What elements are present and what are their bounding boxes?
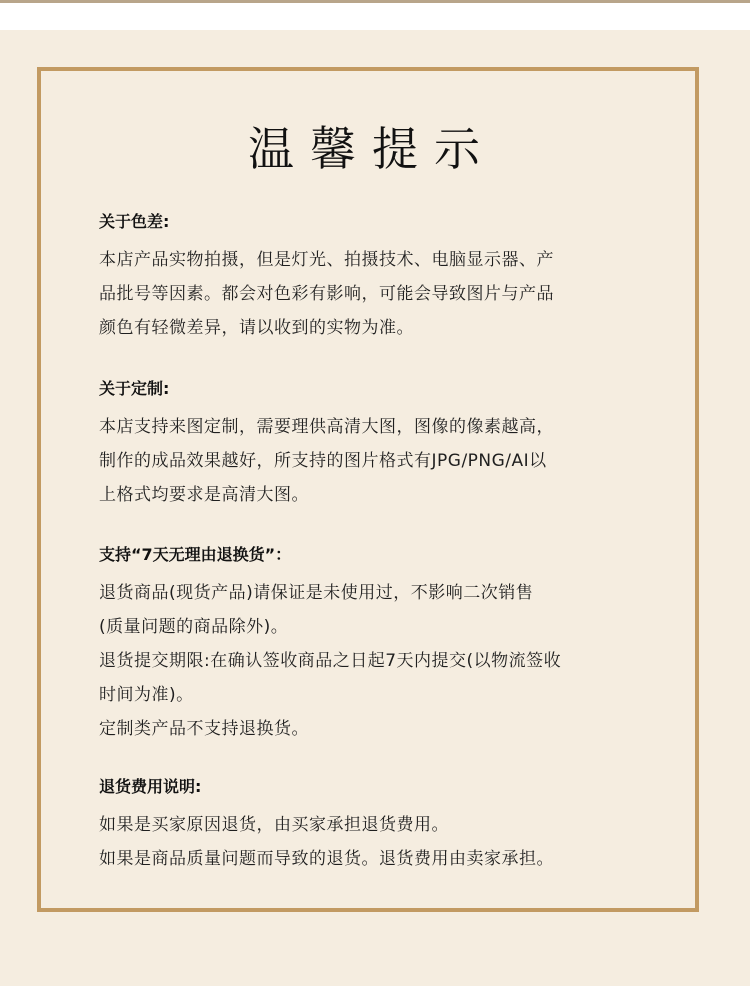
notice-card bbox=[37, 67, 699, 912]
section-heading: 支持“7天无理由退换货”： bbox=[99, 545, 292, 564]
section-heading: 关于定制: bbox=[99, 379, 170, 398]
section-line: 本店支持来图定制，需要理供高清大图，图像的像素越高， bbox=[99, 417, 554, 437]
section-line: 退货商品(现货产品)请保证是未使用过，不影响二次销售 bbox=[99, 583, 534, 603]
section-line: 时间为准)。 bbox=[99, 685, 194, 705]
section-heading: 关于色差: bbox=[99, 212, 170, 231]
section-line: 颜色有轻微差异，请以收到的实物为准。 bbox=[99, 318, 414, 338]
top-image-strip bbox=[0, 0, 750, 30]
section-line: 品批号等因素。都会对色彩有影响，可能会导致图片与产品 bbox=[99, 284, 554, 304]
section-line: 定制类产品不支持退换货。 bbox=[99, 719, 309, 739]
section-color-difference bbox=[99, 211, 639, 345]
section-line: 退货提交期限:在确认签收商品之日起7天内提交(以物流签收 bbox=[99, 651, 562, 671]
page-title: 温馨提示 bbox=[248, 122, 496, 176]
section-customization bbox=[99, 378, 639, 512]
section-return-fee bbox=[99, 776, 639, 876]
section-7-day-return bbox=[99, 544, 639, 746]
section-line: 制作的成品效果越好，所支持的图片格式有JPG/PNG/AI以 bbox=[99, 451, 547, 471]
section-line: (质量问题的商品除外)。 bbox=[99, 617, 289, 637]
section-line: 如果是买家原因退货，由买家承担退货费用。 bbox=[99, 815, 449, 835]
section-line: 上格式均要求是高清大图。 bbox=[99, 485, 309, 505]
section-line: 本店产品实物拍摄，但是灯光、拍摄技术、电脑显示器、产 bbox=[99, 250, 554, 270]
section-heading: 退货费用说明: bbox=[99, 777, 202, 796]
section-line: 如果是商品质量问题而导致的退货。退货费用由卖家承担。 bbox=[99, 849, 554, 869]
